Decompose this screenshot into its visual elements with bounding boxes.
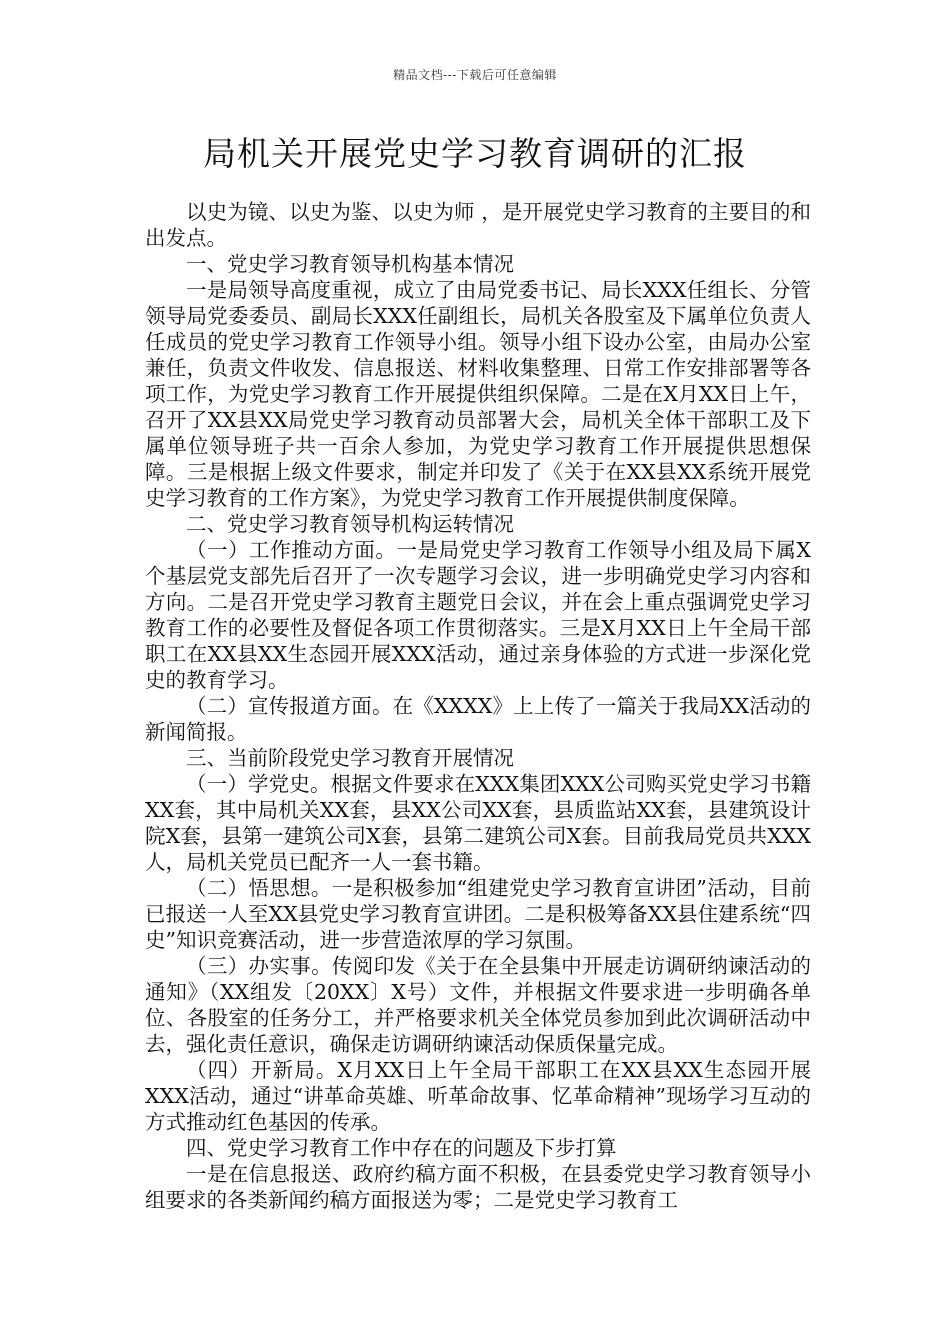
paragraph: 一是在信息报送、政府约稿方面不积极，在县委党史学习教育领导小组要求的各类新闻约稿方面报送为零；二是党史学习教育工: [145, 1162, 811, 1212]
paragraph: （二）宣传报道方面。在《XXXX》上上传了一篇关于我局XX活动的新闻简报。: [145, 694, 811, 744]
header-note: 精品文档---下载后可任意编辑: [393, 68, 557, 82]
section-heading-3: 三、当前阶段党史学习教育开展情况: [186, 746, 514, 770]
paragraph: 一是局领导高度重视，成立了由局党委书记、局长XXX任组长、分管领导局党委委员、副局长XXX任副组长，局机关各股室及下属单位负责人任成员的党史学习教育工作领导小组。领导小组下设办公室，由局办公室兼任，负责文件收发、信息报送、材料收集整理、日常工作安排部署等各项工作，为党史学习教育工作开展提供组织保障。二是在X月XX日上午，召开了XX县XX局党史学习教育动员部署大会，局机关全体干部职工及下属单位领导班子共一百余人参加，为党史学习教育工作开展提供思想保障。三是根据上级文件要求，制定并印发了《关于在XX县XX系统开展党史学习教育的工作方案》，为党史学习教育工作开展提供制度保障。: [145, 278, 811, 510]
paragraph: （三）办实事。传阅印发《关于在全县集中开展走访调研纳谏活动的通知》（XX组发〔20XX〕X号）文件，并根据文件要求进一步明确各单位、各股室的任务分工，并严格要求机关全体党员参加到此次调研活动中去，强化责任意识，确保走访调研纳谏活动保质保量完成。: [145, 954, 811, 1056]
section-heading-2: 二、党史学习教育领导机构运转情况: [186, 512, 514, 536]
section-heading-1: 一、党史学习教育领导机构基本情况: [186, 252, 514, 276]
section-heading-4: 四、党史学习教育工作中存在的问题及下步打算: [186, 1136, 617, 1160]
document-body: [145, 199, 811, 1213]
paragraph-intro: 以史为镜、以史为鉴、以史为师 ，是开展党史学习教育的主要目的和出发点。: [145, 200, 811, 250]
paragraph: （二）悟思想。一是积极参加“组建党史学习教育宣讲团”活动，目前已报送一人至XX县党史学习教育宣讲团。二是积极筹备XX县住建系统“四史”知识竞赛活动，进一步营造浓厚的学习氛围。: [145, 876, 811, 952]
document-title: 局机关开展党史学习教育调研的汇报: [203, 134, 747, 173]
paragraph: （一）工作推动方面。一是局党史学习教育工作领导小组及局下属X个基层党支部先后召开了一次专题学习会议，进一步明确党史学习内容和方向。二是召开党史学习教育主题党日会议，并在会上重点强调党史学习教育工作的必要性及督促各项工作贯彻落实。三是X月XX日上午全局干部职工在XX县XX生态园开展XXX活动，通过亲身体验的方式进一步深化党史的教育学习。: [145, 538, 811, 692]
paragraph: （一）学党史。根据文件要求在XXX集团XXX公司购买党史学习书籍XX套，其中局机关XX套，县XX公司XX套，县质监站XX套，县建筑设计院X套，县第一建筑公司X套，县第二建筑公司X套。目前我局党员共XXX人，局机关党员已配齐一人一套书籍。: [145, 772, 811, 874]
paragraph: （四）开新局。X月XX日上午全局干部职工在XX县XX生态园开展XXX活动，通过“讲革命英雄、听革命故事、忆革命精神”现场学习互动的方式推动红色基因的传承。: [145, 1058, 811, 1134]
